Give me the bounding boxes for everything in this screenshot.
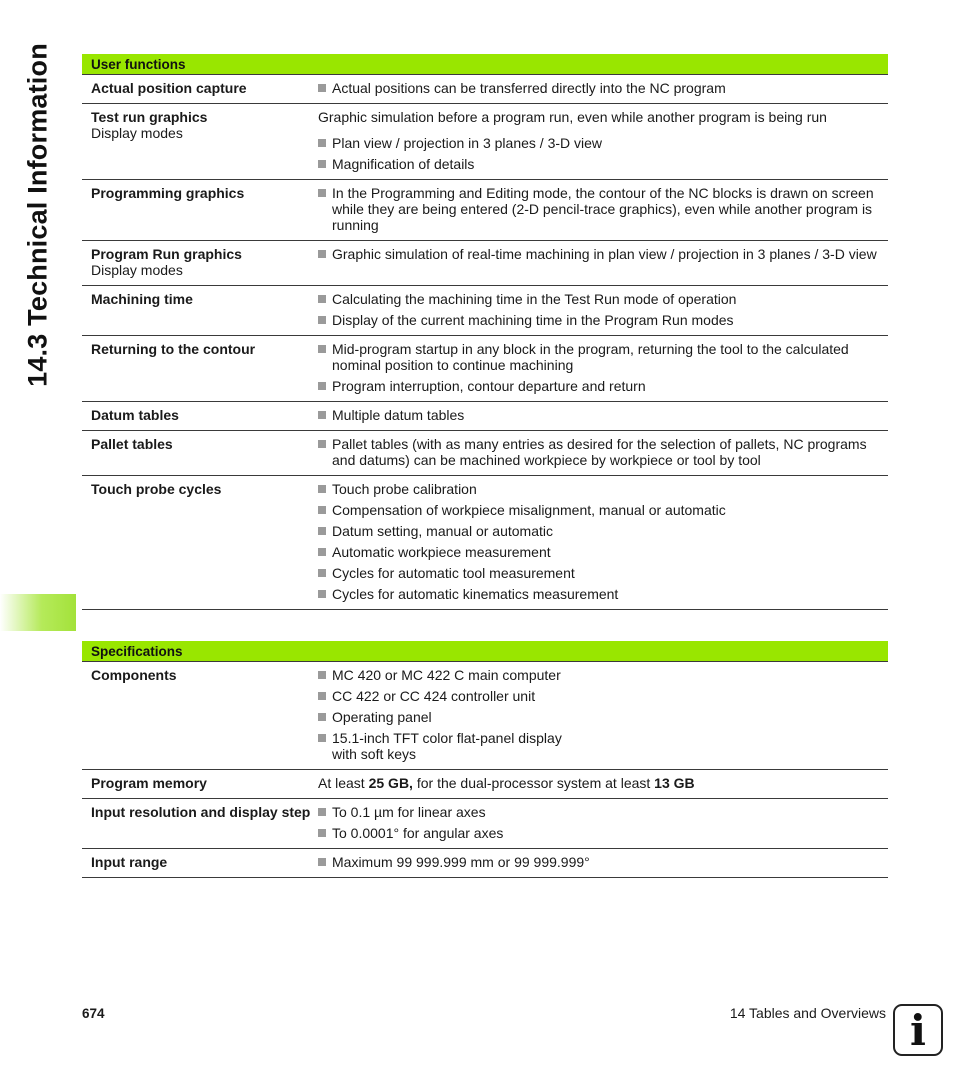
section-rows <box>82 75 888 610</box>
list-item <box>318 436 880 468</box>
list-item-text: CC 422 or CC 424 controller unit <box>332 688 536 704</box>
bullet-square-icon <box>318 295 326 303</box>
row-content-cell <box>318 246 888 278</box>
section-header: Specifications <box>82 641 888 662</box>
bullet-square-icon <box>318 139 326 147</box>
row-label-cell <box>82 109 318 172</box>
list-item <box>318 544 880 560</box>
table-row <box>82 180 888 241</box>
page-number: 674 <box>82 1006 105 1021</box>
row-label-cell <box>82 667 318 762</box>
side-chapter-title <box>18 43 58 387</box>
row-description: Graphic simulation before a program run, even while another program is being run <box>318 109 827 125</box>
row-label-cell <box>82 804 318 841</box>
row-content-cell <box>318 291 888 328</box>
description-text: At least <box>318 775 369 791</box>
info-icon[interactable]: i <box>893 1004 943 1056</box>
list-item-text: Plan view / projection in 3 planes / 3-D view <box>332 135 603 151</box>
row-label-cell <box>82 436 318 468</box>
row-content-cell <box>318 436 888 468</box>
row-sublabel: Display modes <box>91 125 183 141</box>
row-label: Programming graphics <box>91 185 245 201</box>
bullet-square-icon <box>318 189 326 197</box>
table-row <box>82 476 888 610</box>
bullet-square-icon <box>318 411 326 419</box>
bullet-square-icon <box>318 250 326 258</box>
bullet-square-icon <box>318 692 326 700</box>
list-item-text: Compensation of workpiece misalignment, manual or automatic <box>332 502 726 518</box>
row-content-cell <box>318 854 888 870</box>
list-item <box>318 730 880 762</box>
row-content-cell <box>318 804 888 841</box>
table-row <box>82 770 888 799</box>
row-content-cell <box>318 185 888 233</box>
row-label: Components <box>91 667 177 683</box>
list-item <box>318 312 880 328</box>
bullet-square-icon <box>318 671 326 679</box>
row-label: Program memory <box>91 775 207 791</box>
table-row <box>82 104 888 180</box>
bullet-square-icon <box>318 485 326 493</box>
table-row <box>82 286 888 336</box>
row-label-cell <box>82 341 318 394</box>
bullet-square-icon <box>318 506 326 514</box>
bullet-square-icon <box>318 382 326 390</box>
list-item-text: Calculating the machining time in the Test Run mode of operation <box>332 291 737 307</box>
list-item <box>318 156 880 172</box>
list-item-text: Graphic simulation of real-time machining in plan view / projection in 3 planes / 3-D view <box>332 246 877 262</box>
bullet-square-icon <box>318 84 326 92</box>
list-item-text: Touch probe calibration <box>332 481 477 497</box>
row-label-cell <box>82 185 318 233</box>
list-item <box>318 246 880 262</box>
section-specifications <box>82 641 888 878</box>
list-item <box>318 804 880 820</box>
row-content-cell <box>318 667 888 762</box>
list-item-text: To 0.1 µm for linear axes <box>332 804 486 820</box>
list-item-text: Pallet tables (with as many entries as desired for the selection of pallets, NC programs and datums) can be machined workpiece by workpiece or tool by tool <box>332 436 867 468</box>
row-label: Actual position capture <box>91 80 247 96</box>
bullet-square-icon <box>318 316 326 324</box>
list-item <box>318 709 880 725</box>
table-row <box>82 662 888 770</box>
list-item <box>318 688 880 704</box>
list-item <box>318 407 880 423</box>
table-row <box>82 849 888 878</box>
list-item-text: Mid-program startup in any block in the program, returning the tool to the calculated nominal position to continue machining <box>332 341 849 373</box>
list-item <box>318 502 880 518</box>
list-item-text: Multiple datum tables <box>332 407 465 423</box>
table-row <box>82 336 888 402</box>
list-item-text: Automatic workpiece measurement <box>332 544 551 560</box>
list-item <box>318 135 880 151</box>
list-item <box>318 667 880 683</box>
table-row <box>82 402 888 431</box>
list-item-text: Actual positions can be transferred directly into the NC program <box>332 80 726 96</box>
list-item-text: Magnification of details <box>332 156 475 172</box>
section-user-functions <box>82 54 888 610</box>
bullet-square-icon <box>318 829 326 837</box>
row-content-cell <box>318 481 888 602</box>
row-label-cell <box>82 407 318 423</box>
chapter-tab-marker <box>0 594 76 631</box>
list-item-text: Maximum 99 999.999 mm or 99 999.999° <box>332 854 590 870</box>
row-label: Input range <box>91 854 168 870</box>
list-item-text: 15.1-inch TFT color flat-panel display with soft keys <box>332 730 562 762</box>
list-item <box>318 565 880 581</box>
table-row <box>82 241 888 286</box>
bullet-square-icon <box>318 527 326 535</box>
list-item-text: To 0.0001° for angular axes <box>332 825 504 841</box>
list-item-text: Display of the current machining time in the Program Run modes <box>332 312 734 328</box>
row-label: Touch probe cycles <box>91 481 222 497</box>
side-chapter-title-text: 14.3 Technical Information <box>22 43 53 387</box>
row-label-cell <box>82 291 318 328</box>
row-content-cell <box>318 407 888 423</box>
row-label: Input resolution and display step <box>91 804 311 820</box>
row-label-cell <box>82 80 318 96</box>
row-label: Program Run graphics <box>91 246 242 262</box>
list-item <box>318 481 880 497</box>
table-row <box>82 431 888 476</box>
row-content-cell <box>318 80 888 96</box>
bullet-square-icon <box>318 548 326 556</box>
list-item <box>318 185 880 233</box>
bullet-square-icon <box>318 569 326 577</box>
list-item-text: Cycles for automatic tool measurement <box>332 565 575 581</box>
bullet-square-icon <box>318 808 326 816</box>
bullet-square-icon <box>318 858 326 866</box>
list-item <box>318 523 880 539</box>
emphasis-value: 25 GB, <box>368 775 413 791</box>
bullet-square-icon <box>318 345 326 353</box>
bullet-square-icon <box>318 734 326 742</box>
row-label: Machining time <box>91 291 193 307</box>
table-row <box>82 75 888 104</box>
list-item-text: MC 420 or MC 422 C main computer <box>332 667 561 683</box>
bullet-square-icon <box>318 440 326 448</box>
row-content-cell <box>318 109 888 172</box>
list-item-text: Datum setting, manual or automatic <box>332 523 553 539</box>
row-label: Test run graphics <box>91 109 208 125</box>
list-item <box>318 80 880 96</box>
list-item <box>318 586 880 602</box>
row-description <box>318 775 880 791</box>
row-sublabel: Display modes <box>91 262 183 278</box>
list-item <box>318 825 880 841</box>
row-label: Returning to the contour <box>91 341 256 357</box>
table-row <box>82 799 888 849</box>
bullet-square-icon <box>318 590 326 598</box>
row-content-cell <box>318 775 888 791</box>
chapter-title: 14 Tables and Overviews <box>729 1005 886 1021</box>
row-label-cell <box>82 481 318 602</box>
list-item <box>318 378 880 394</box>
row-label-cell <box>82 775 318 791</box>
list-item-text: Cycles for automatic kinematics measurement <box>332 586 619 602</box>
row-label-cell <box>82 246 318 278</box>
row-label: Pallet tables <box>91 436 173 452</box>
bullet-square-icon <box>318 713 326 721</box>
list-item-text: Program interruption, contour departure and return <box>332 378 646 394</box>
row-content-cell <box>318 341 888 394</box>
row-label-cell <box>82 854 318 870</box>
list-item <box>318 291 880 307</box>
list-item-text: In the Programming and Editing mode, the contour of the NC blocks is drawn on screen while they are being entered (2-D pencil-trace graphics), even while another program is running <box>332 185 874 233</box>
section-header: User functions <box>82 54 888 75</box>
row-label: Datum tables <box>91 407 179 423</box>
section-rows <box>82 662 888 878</box>
list-item <box>318 341 880 373</box>
list-item <box>318 854 880 870</box>
emphasis-value: 13 GB <box>654 775 695 791</box>
bullet-square-icon <box>318 160 326 168</box>
list-item-text: Operating panel <box>332 709 432 725</box>
description-text: for the dual-processor system at least <box>412 775 655 791</box>
